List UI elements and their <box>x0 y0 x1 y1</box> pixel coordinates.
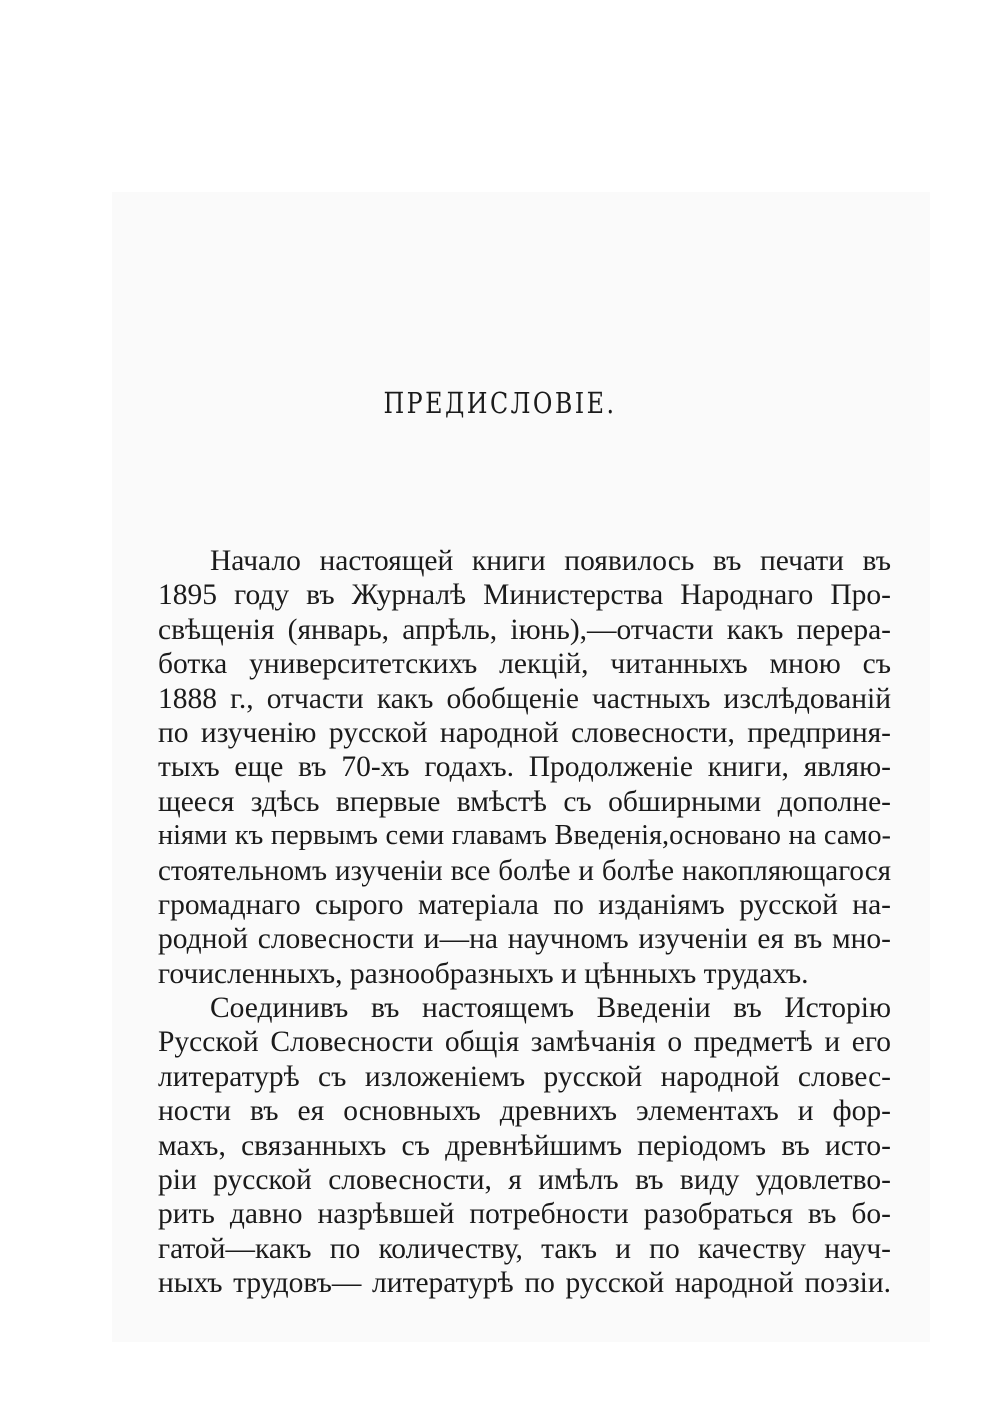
text-line: стоятельномъ изученіи все болѣе и болѣе накопляющагося <box>158 854 891 887</box>
paragraph-2 <box>158 991 891 1301</box>
text-line: по изученію русской народной словесности, предприня- <box>158 716 891 749</box>
text-line: ріи русской словесности, я имѣлъ въ виду удовлетво- <box>158 1164 891 1197</box>
text-line: махъ, связанныхъ съ древнѣйшимъ періодомъ въ исто- <box>158 1129 891 1162</box>
paragraph-1 <box>158 544 891 991</box>
text-line: щееся здѣсь впервые вмѣстѣ съ обширными дополне- <box>158 785 891 818</box>
text-line: гочисленныхъ, разнообразныхъ и цѣнныхъ трудахъ. <box>158 957 809 990</box>
text-line: рить давно назрѣвшей потребности разобраться въ бо- <box>158 1198 891 1231</box>
text-line: Начало настоящей книги появилось въ печати въ <box>210 545 891 577</box>
text-line: ніями къ первымъ семи главамъ Введенія,основано на само- <box>158 820 891 852</box>
text-line: родной словесности и—на научномъ изученіи ея въ мно- <box>158 923 891 956</box>
text-line: ботка университетскихъ лекцій, читанныхъ мною съ <box>158 648 891 681</box>
text-line: Русской Словесности общія замѣчанія о предметѣ и его <box>158 1026 891 1059</box>
text-line: гатой—какъ по количеству, такъ и по качеству науч- <box>158 1232 891 1265</box>
text-line: свѣщенія (январь, апрѣль, іюнь),—отчасти какъ перера- <box>158 613 891 646</box>
text-line: Соединивъ въ настоящемъ Введеніи въ Исторію <box>210 992 891 1025</box>
text-line: ности въ ея основныхъ древнихъ элементахъ и фор- <box>158 1095 891 1128</box>
text-line: тыхъ еще въ 70-хъ годахъ. Продолженіе книги, являю- <box>158 751 891 784</box>
text-line: ныхъ трудовъ— литературѣ по русской народной поэзіи. <box>158 1267 891 1300</box>
text-line: 1888 г., отчасти какъ обобщеніе частныхъ изслѣдованій <box>158 682 891 715</box>
text-line: громаднаго сырого матеріала по изданіямъ русской на- <box>158 888 891 921</box>
body-text <box>158 544 891 1301</box>
text-line: 1895 году въ Журналѣ Министерства Народнаго Про- <box>158 579 891 612</box>
text-line: литературѣ съ изложеніемъ русской народной словес- <box>158 1060 891 1093</box>
page-title: ПРЕДИСЛОВІЕ. <box>383 386 617 420</box>
